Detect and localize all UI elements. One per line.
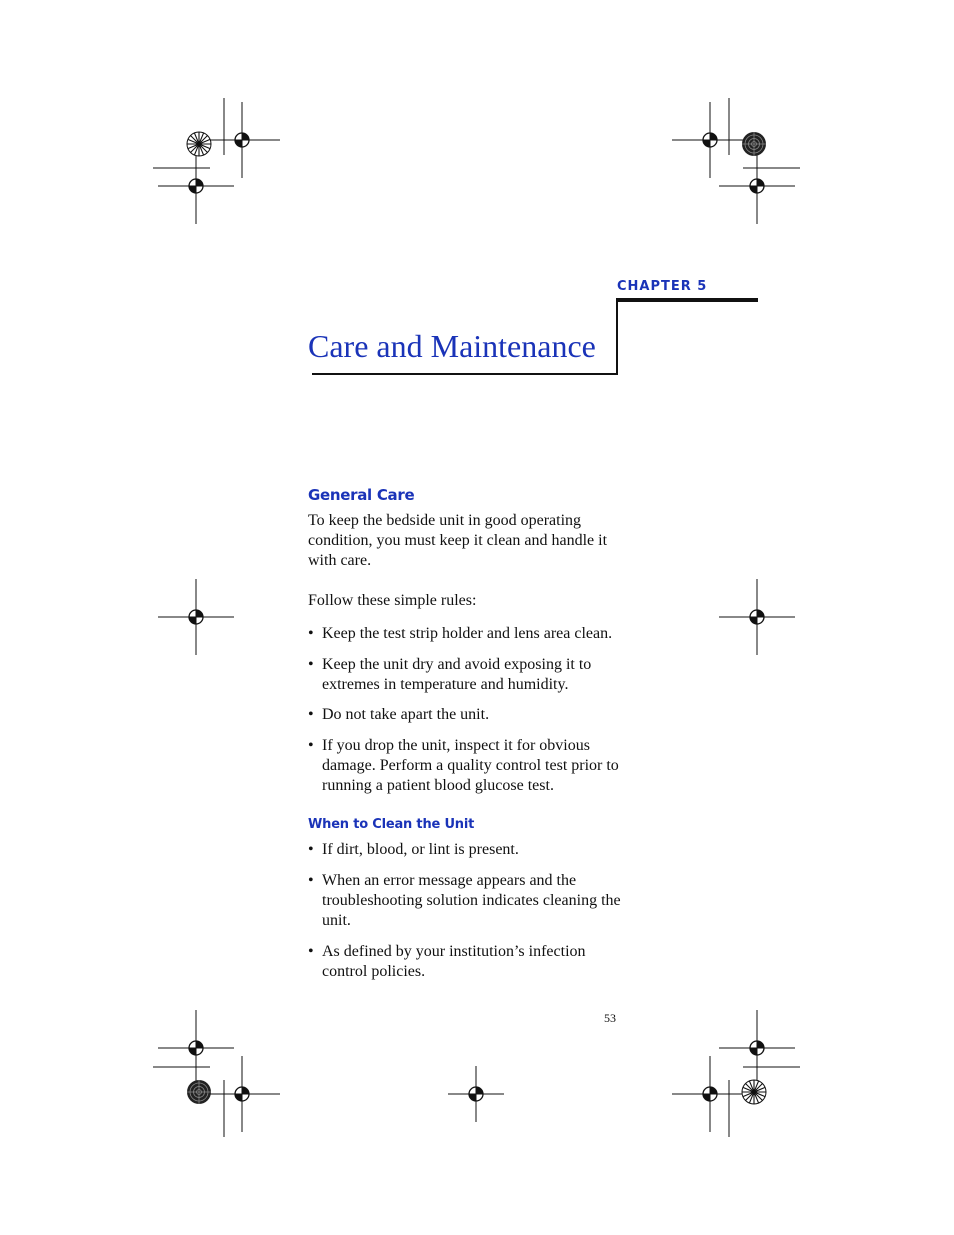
rules-intro: Follow these simple rules: bbox=[308, 592, 477, 609]
list-item-text: When an error message appears and the troubleshooting solution indicates cleaning the unit. bbox=[322, 872, 621, 929]
subsection-heading: When to Clean the Unit bbox=[308, 817, 475, 832]
bullet-glyph: • bbox=[308, 943, 314, 960]
bullet-glyph: • bbox=[308, 706, 314, 723]
list-item-text: Keep the unit dry and avoid exposing it to extremes in temperature and humidity. bbox=[322, 656, 592, 693]
bullet-glyph: • bbox=[308, 625, 314, 642]
section-heading: General Care bbox=[308, 486, 415, 504]
bullet-glyph: • bbox=[308, 737, 314, 754]
list-item-text: Do not take apart the unit. bbox=[322, 706, 490, 723]
bullet-glyph: • bbox=[308, 656, 314, 673]
list-item-text: If dirt, blood, or lint is present. bbox=[322, 841, 519, 858]
bullet-glyph: • bbox=[308, 872, 314, 889]
chapter-label: CHAPTER 5 bbox=[617, 279, 708, 294]
section-intro: To keep the bedside unit in good operating condition, you must keep it clean and handle it with care. bbox=[308, 512, 608, 569]
bullet-glyph: • bbox=[308, 841, 314, 858]
page-number: 53 bbox=[604, 1011, 616, 1025]
chapter-title: Care and Maintenance bbox=[308, 328, 596, 364]
list-item-text: If you drop the unit, inspect it for obvious damage. Perform a quality control test prior to running a patient blood glucose test. bbox=[322, 737, 619, 794]
list-item-text: As defined by your institution’s infection control policies. bbox=[322, 943, 586, 980]
list-item-text: Keep the test strip holder and lens area clean. bbox=[322, 625, 613, 642]
